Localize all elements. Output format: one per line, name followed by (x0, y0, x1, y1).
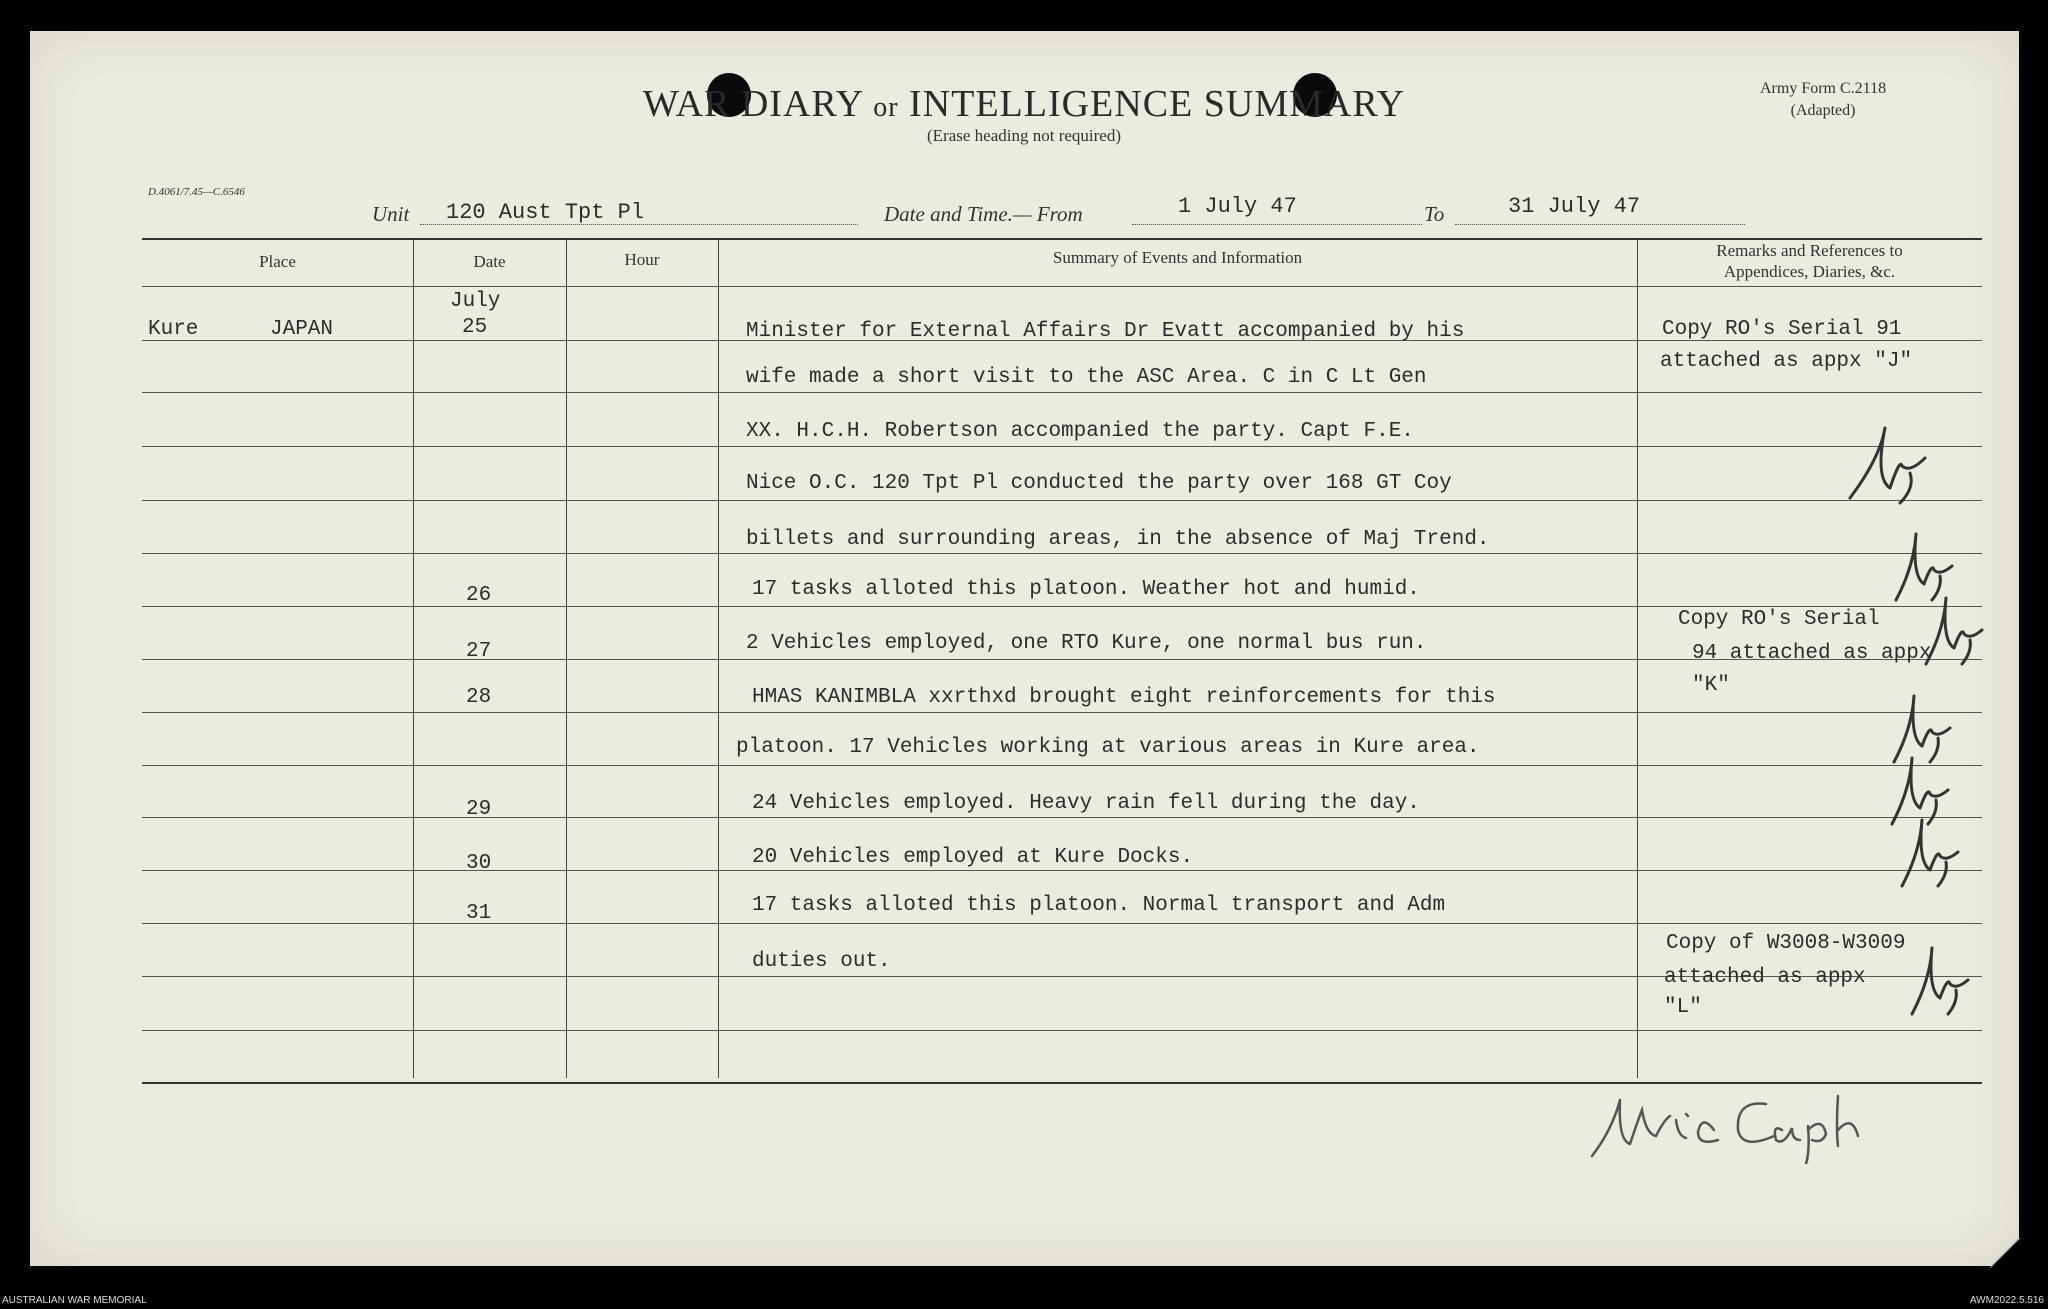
title-war-diary: WAR DIARY (642, 83, 863, 125)
header-rule (142, 286, 1982, 287)
initials-signature (1840, 418, 1940, 512)
remark-line: Copy RO's Serial 91 (1662, 318, 1902, 341)
col-divider-summary (1637, 238, 1638, 1078)
header-place: Place (259, 252, 296, 271)
date-month: July (450, 290, 501, 313)
ruled-line (142, 392, 1982, 393)
form-adapted-note: (Adapted) (1790, 102, 1856, 119)
footer-ref: AWM2022.5.516 (1969, 1295, 2044, 1306)
header-remarks-line1: Remarks and References to (1716, 241, 1903, 260)
ruled-line (142, 606, 1982, 607)
ruled-line (142, 500, 1982, 501)
summary-line: Minister for External Affairs Dr Evatt accompanied by his (746, 320, 1465, 343)
place-country: JAPAN (270, 318, 334, 341)
date-27: 27 (466, 640, 492, 663)
footer-archive: AUSTRALIAN WAR MEMORIAL (2, 1295, 147, 1306)
print-code: D.4061/7.45—C.6546 (148, 186, 245, 198)
date-31: 31 (466, 902, 492, 925)
header-remarks (1637, 240, 1982, 282)
summary-line: 17 tasks alloted this platoon. Normal transport and Adm (752, 894, 1446, 917)
date-29: 29 (466, 798, 492, 821)
ruled-line (142, 446, 1982, 447)
date-28: 28 (466, 686, 492, 709)
form-number: Army Form C.2118 (1760, 80, 1887, 97)
summary-line: wife made a short visit to the ASC Area. C in C Lt Gen (746, 366, 1427, 389)
from-value: 1 July 47 (1178, 194, 1297, 219)
to-dotline (1455, 224, 1745, 225)
col-divider-place (413, 238, 414, 1078)
summary-line: 20 Vehicles employed at Kure Docks. (752, 846, 1194, 869)
col-divider-date (566, 238, 567, 1078)
officer-signature (1586, 1080, 1886, 1164)
summary-line: platoon. 17 Vehicles working at various areas in Kure area. (736, 736, 1480, 759)
remark-line: 94 attached as appx (1692, 642, 1932, 665)
date-30: 30 (466, 852, 492, 875)
summary-line: 17 tasks alloted this platoon. Weather hot and humid. (752, 578, 1420, 601)
initials-signature (1920, 590, 1990, 670)
header-hour: Hour (624, 250, 660, 269)
title-or: or (873, 92, 899, 123)
remark-line: attached as appx "J" (1660, 350, 1913, 373)
date-26: 26 (466, 584, 492, 607)
date-to-label: To (1424, 202, 1445, 226)
remark-line: Copy of W3008-W3009 (1666, 932, 1906, 955)
place-town: Kure (148, 318, 199, 341)
form-subtitle: (Erase heading not required) (927, 126, 1121, 145)
ruled-line (142, 817, 1982, 818)
form-title (0, 82, 2048, 126)
to-value: 31 July 47 (1508, 194, 1641, 219)
initials-signature (1906, 940, 1976, 1020)
ruled-line (142, 1030, 1982, 1031)
date-25: 25 (462, 316, 488, 339)
ruled-line (142, 553, 1982, 554)
header-date: Date (473, 252, 506, 271)
ruled-line (142, 870, 1982, 871)
initials-signature (1896, 812, 1966, 892)
army-form-number (1760, 78, 1886, 122)
from-dotline (1132, 224, 1422, 225)
col-divider-hour (718, 238, 719, 1078)
unit-value: 120 Aust Tpt Pl (446, 200, 645, 225)
summary-line: duties out. (752, 950, 891, 973)
remark-line: attached as appx (1664, 966, 1866, 989)
summary-line: XX. H.C.H. Robertson accompanied the party. Capt F.E. (746, 420, 1414, 443)
summary-line: 24 Vehicles employed. Heavy rain fell during the day. (752, 792, 1420, 815)
ruled-line (142, 712, 1982, 713)
ruled-line (142, 765, 1982, 766)
page-curl (1990, 1238, 2020, 1268)
summary-line: 2 Vehicles employed, one RTO Kure, one normal bus run. (746, 632, 1427, 655)
remark-line: "K" (1692, 674, 1730, 697)
unit-label: Unit (372, 202, 410, 226)
summary-line: Nice O.C. 120 Tpt Pl conducted the party over 168 GT Coy (746, 472, 1452, 495)
date-from-label: Date and Time.— From (884, 202, 1083, 226)
ruled-line (142, 923, 1982, 924)
remark-line: Copy RO's Serial (1678, 608, 1880, 631)
summary-line: HMAS KANIMBLA xxrthxd brought eight reinforcements for this (752, 686, 1496, 709)
header-summary: Summary of Events and Information (1052, 248, 1303, 267)
summary-line: billets and surrounding areas, in the absence of Maj Trend. (746, 528, 1490, 551)
header-remarks-line2: Appendices, Diaries, &c. (1723, 262, 1896, 281)
remark-line: "L" (1664, 996, 1702, 1019)
title-intelligence-summary: INTELLIGENCE SUMMARY (909, 83, 1406, 125)
